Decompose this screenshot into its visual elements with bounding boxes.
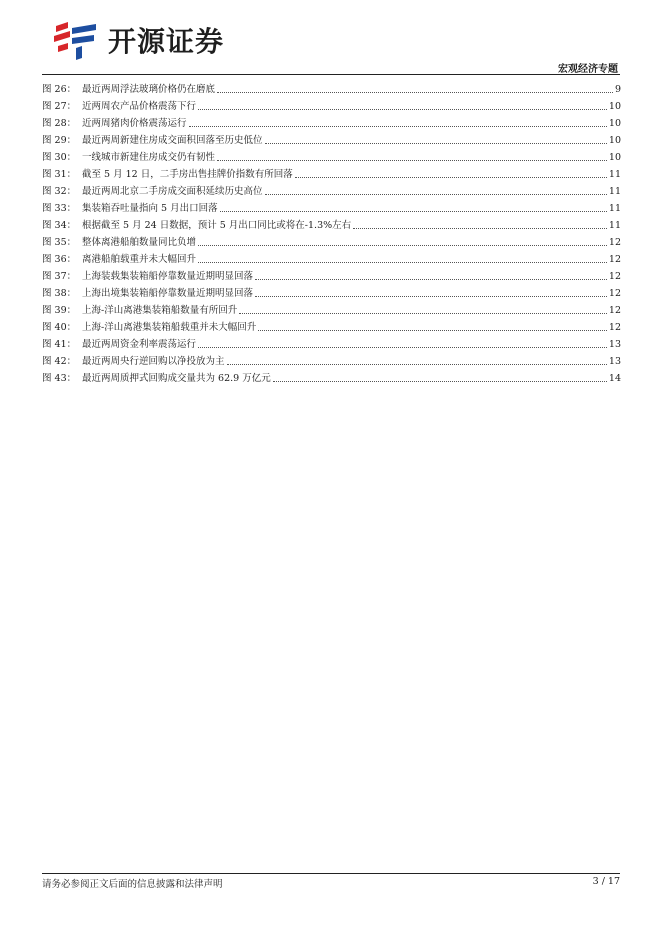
dot-leader	[198, 261, 607, 263]
page-number: 13	[608, 339, 621, 350]
dot-leader	[295, 176, 607, 178]
toc-row[interactable]	[42, 149, 621, 166]
dot-leader	[353, 227, 607, 229]
figure-number: 图 38：	[42, 288, 77, 299]
dot-leader	[220, 210, 607, 212]
dot-leader	[273, 380, 607, 382]
figure-number: 图 32：	[42, 186, 77, 197]
dot-leader	[217, 91, 613, 93]
figure-number: 图 34：	[42, 220, 77, 231]
figure-number: 图 28：	[42, 118, 77, 129]
toc-row[interactable]	[42, 115, 621, 132]
figure-title: 上海-洋山离港集装箱船数量有所回升	[82, 305, 238, 316]
toc-row[interactable]	[42, 81, 621, 98]
dot-leader	[239, 312, 607, 314]
figure-number: 图 43：	[42, 373, 77, 384]
document-type: 宏观经济专题	[558, 64, 618, 75]
figure-number: 图 33：	[42, 203, 77, 214]
figure-title: 一线城市新建住房成交仍有韧性	[82, 152, 216, 163]
page-number: 10	[608, 135, 621, 146]
figure-number: 图 37：	[42, 271, 77, 282]
dot-leader	[217, 159, 607, 161]
figure-title: 离港船舶载重并未大幅回升	[82, 254, 197, 265]
dot-leader	[198, 346, 607, 348]
page-number: 9	[614, 84, 621, 95]
figure-title: 上海出境集装箱船停靠数量近期明显回落	[82, 288, 254, 299]
toc-row[interactable]	[42, 319, 621, 336]
page-number: 10	[608, 101, 621, 112]
dot-leader	[198, 244, 607, 246]
page-number: 11	[608, 220, 621, 231]
page-number: 12	[608, 237, 621, 248]
figure-title: 最近两周质押式回购成交量共为 62.9 万亿元	[82, 373, 271, 384]
figure-title: 最近两周北京二手房成交面积延续历史高位	[82, 186, 263, 197]
figure-title: 截至 5 月 12 日，二手房出售挂牌价指数有所回落	[82, 169, 293, 180]
page-number: 12	[608, 254, 621, 265]
figure-title: 上海装载集装箱船停靠数量近期明显回落	[82, 271, 254, 282]
toc-row[interactable]	[42, 234, 621, 251]
figure-number: 图 30：	[42, 152, 77, 163]
toc-row[interactable]	[42, 217, 621, 234]
page-number: 11	[608, 186, 621, 197]
page-number: 12	[608, 305, 621, 316]
dot-leader	[227, 363, 607, 365]
dot-leader	[255, 278, 607, 280]
toc-row[interactable]	[42, 285, 621, 302]
toc-row[interactable]	[42, 251, 621, 268]
figure-title: 最近两周浮法玻璃价格仍在磨底	[82, 84, 216, 95]
toc-row[interactable]	[42, 302, 621, 319]
page-number: 11	[608, 203, 621, 214]
toc-row[interactable]	[42, 166, 621, 183]
figure-title: 根据截至 5 月 24 日数据，预计 5 月出口同比或将在-1.3%左右	[82, 220, 352, 231]
figure-number: 图 41：	[42, 339, 77, 350]
page-number: 10	[608, 152, 621, 163]
kaiyuan-logo-icon	[52, 20, 100, 60]
toc-row[interactable]	[42, 98, 621, 115]
page-number: 12	[608, 288, 621, 299]
figure-number: 图 39：	[42, 305, 77, 316]
figure-number: 图 42：	[42, 356, 77, 367]
header-divider	[42, 74, 620, 75]
page-number: 12	[608, 271, 621, 282]
dot-leader	[255, 295, 607, 297]
figure-number: 图 40：	[42, 322, 77, 333]
toc-row[interactable]	[42, 183, 621, 200]
figure-title: 集装箱吞吐量指向 5 月出口回落	[82, 203, 218, 214]
toc-row[interactable]	[42, 200, 621, 217]
page-number: 12	[608, 322, 621, 333]
page-indicator: 3 / 17	[592, 876, 620, 887]
page-number: 13	[608, 356, 621, 367]
toc-row[interactable]	[42, 336, 621, 353]
dot-leader	[258, 329, 607, 331]
dot-leader	[265, 142, 607, 144]
toc-row[interactable]	[42, 370, 621, 387]
figure-title: 近两周农产品价格震荡下行	[82, 101, 197, 112]
figure-number: 图 36：	[42, 254, 77, 265]
figure-title: 整体离港船舶数量同比负增	[82, 237, 197, 248]
figure-title: 上海-洋山离港集装箱船载重并未大幅回升	[82, 322, 257, 333]
dot-leader	[198, 108, 607, 110]
figure-number: 图 35：	[42, 237, 77, 248]
figure-number: 图 26：	[42, 84, 77, 95]
footer-divider	[42, 873, 620, 874]
toc-row[interactable]	[42, 132, 621, 149]
dot-leader	[189, 125, 607, 127]
figure-title: 近两周猪肉价格震荡运行	[82, 118, 187, 129]
footer-disclaimer: 请务必参阅正文后面的信息披露和法律声明	[42, 879, 223, 890]
page-number: 14	[608, 373, 621, 384]
figure-title: 最近两周资金利率震荡运行	[82, 339, 197, 350]
toc-row[interactable]	[42, 268, 621, 285]
figure-number: 图 29：	[42, 135, 77, 146]
toc-row[interactable]	[42, 353, 621, 370]
figure-title: 最近两周新建住房成交面积回落至历史低位	[82, 135, 263, 146]
figure-number: 图 27：	[42, 101, 77, 112]
page-number: 11	[608, 169, 621, 180]
figure-index	[42, 81, 621, 387]
company-logo	[52, 18, 224, 62]
figure-number: 图 31：	[42, 169, 77, 180]
brand-name: 开源证券	[108, 25, 225, 58]
page-number: 10	[608, 118, 621, 129]
dot-leader	[265, 193, 607, 195]
figure-title: 最近两周央行逆回购以净投放为主	[82, 356, 225, 367]
